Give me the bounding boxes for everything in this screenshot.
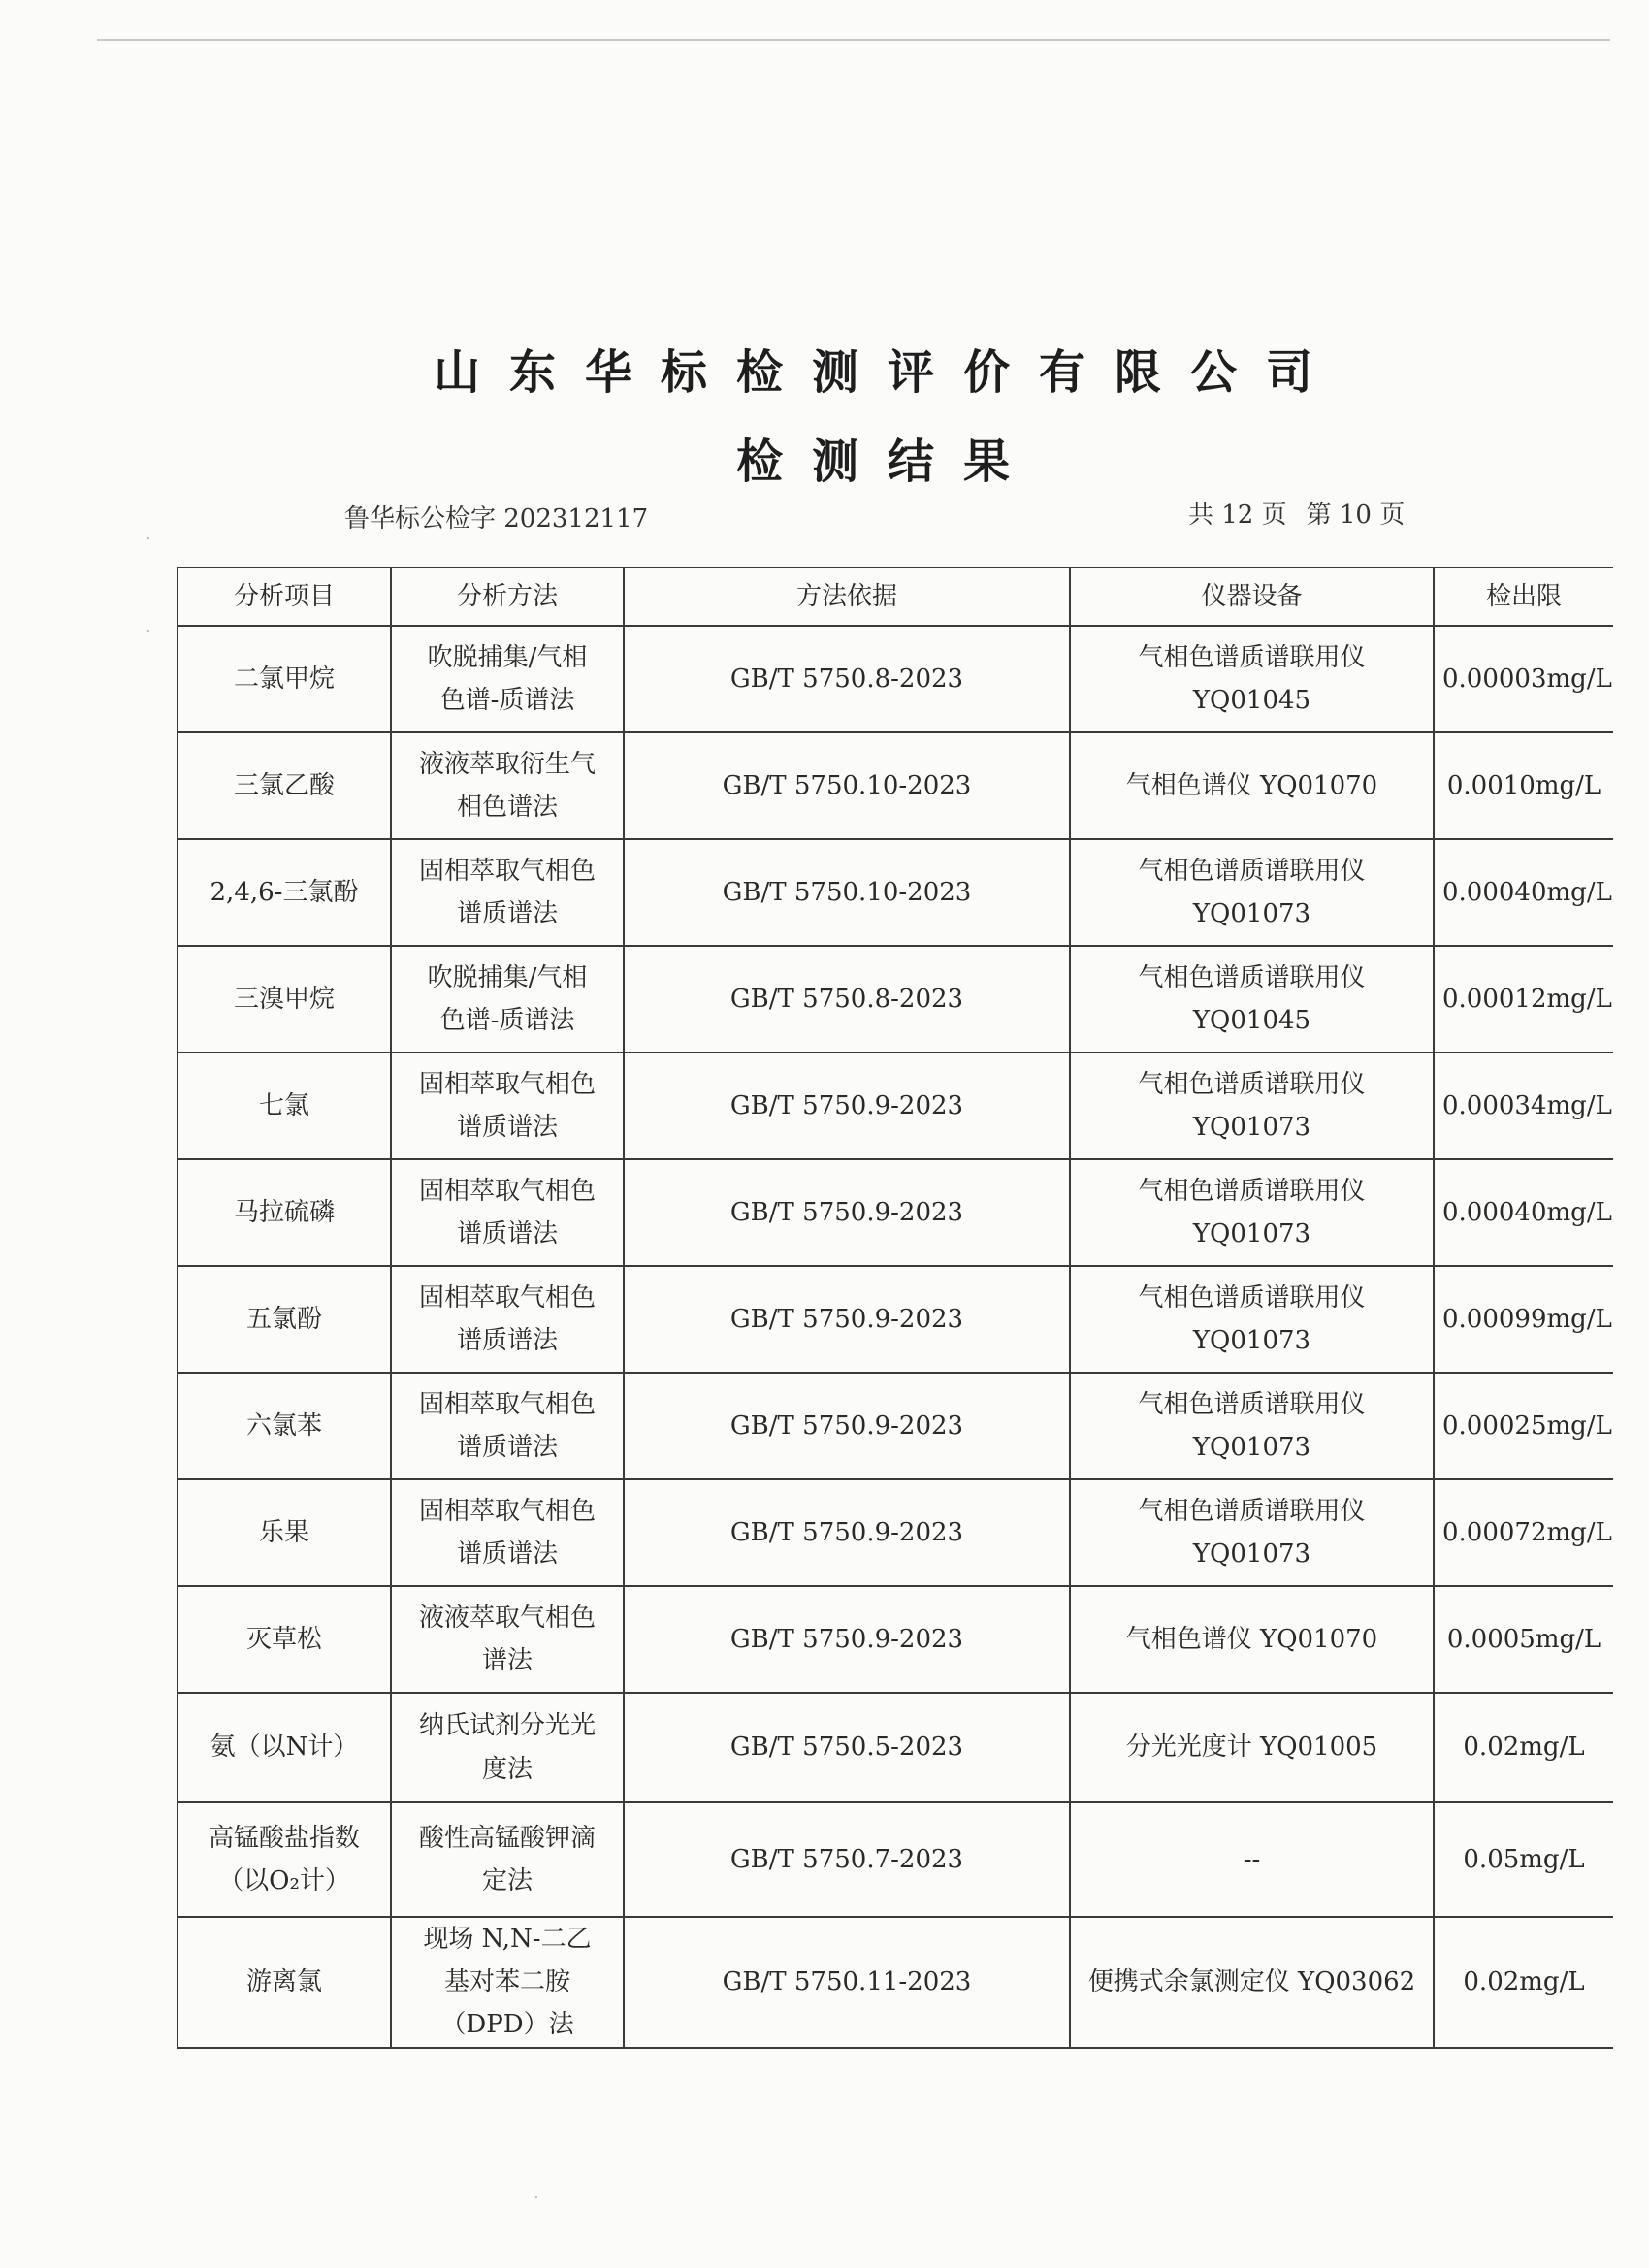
cell-equipment-line: 便携式余氯测定仪 YQ03062	[1087, 1967, 1416, 1997]
cell-basis: GB/T 5750.7-2023	[624, 1802, 1070, 1917]
cell-equipment-line: YQ01073	[1192, 1113, 1311, 1142]
cell-equipment-line: 气相色谱质谱联用仪	[1138, 1389, 1366, 1419]
report-number: 鲁华标公检字 202312117	[344, 504, 649, 534]
cell-equipment	[1070, 839, 1434, 946]
cell-equipment	[1070, 1373, 1434, 1479]
cell-item: 六氯苯	[178, 1373, 391, 1479]
top-rule	[97, 39, 1610, 41]
cell-equipment-line: 气相色谱质谱联用仪	[1138, 1176, 1366, 1206]
cell-method-line: 吹脱捕集/气相	[427, 642, 588, 672]
cell-item: 2,4,6-三氯酚	[178, 839, 391, 946]
cell-limit: 0.00012mg/L	[1434, 946, 1613, 1053]
page-current: 第 10 页	[1306, 501, 1406, 530]
cell-method	[391, 839, 624, 946]
cell-item: 游离氯	[178, 1917, 391, 2048]
cell-method-line: 固相萃取气相色	[418, 1496, 596, 1526]
cell-method-line: 固相萃取气相色	[418, 1389, 596, 1419]
cell-method-line: 酸性高锰酸钾滴	[418, 1823, 596, 1853]
cell-basis: GB/T 5750.9-2023	[624, 1479, 1070, 1586]
cell-equipment-line: 气相色谱质谱联用仪	[1138, 1069, 1366, 1099]
cell-basis: GB/T 5750.10-2023	[624, 732, 1070, 839]
cell-method-line: 谱法	[481, 1646, 533, 1675]
cell-method-line: 固相萃取气相色	[418, 1069, 596, 1099]
table-row	[178, 1479, 1613, 1586]
cell-limit: 0.00072mg/L	[1434, 1479, 1613, 1586]
cell-limit: 0.05mg/L	[1434, 1802, 1613, 1917]
cell-method-line: 液液萃取衍生气	[418, 749, 596, 779]
cell-method	[391, 1479, 624, 1586]
company-name: 山东华标检测评价有限公司	[433, 345, 1342, 400]
cell-limit: 0.02mg/L	[1434, 1917, 1613, 2048]
cell-basis: GB/T 5750.9-2023	[624, 1159, 1070, 1266]
cell-item: 三溴甲烷	[178, 946, 391, 1053]
cell-method-line: 度法	[481, 1754, 533, 1784]
table-row	[178, 1802, 1613, 1917]
page-total: 共 12 页	[1188, 501, 1287, 530]
cell-equipment-line: 气相色谱质谱联用仪	[1138, 642, 1366, 672]
cell-method	[391, 1053, 624, 1159]
cell-method-line: 谱质谱法	[456, 899, 558, 928]
cell-method	[391, 1802, 624, 1917]
cell-method	[391, 1373, 624, 1479]
cell-limit: 0.0005mg/L	[1434, 1586, 1613, 1693]
cell-method	[391, 946, 624, 1053]
cell-equipment	[1070, 1053, 1434, 1159]
cell-limit: 0.02mg/L	[1434, 1693, 1613, 1802]
cell-equipment	[1070, 626, 1434, 732]
cell-equipment-line: 气相色谱质谱联用仪	[1138, 856, 1366, 886]
cell-item-line: （以O₂计）	[218, 1866, 350, 1895]
cell-equipment-line: 气相色谱质谱联用仪	[1138, 962, 1366, 992]
cell-basis: GB/T 5750.9-2023	[624, 1053, 1070, 1159]
scan-speck: .	[146, 524, 151, 544]
cell-equipment-line: YQ01073	[1192, 1433, 1311, 1462]
cell-basis: GB/T 5750.9-2023	[624, 1586, 1070, 1693]
cell-limit: 0.0010mg/L	[1434, 732, 1613, 839]
cell-item: 乐果	[178, 1479, 391, 1586]
cell-method-line: 谱质谱法	[456, 1539, 558, 1569]
table-row	[178, 1586, 1613, 1693]
table-header-row	[178, 567, 1613, 626]
table-row	[178, 732, 1613, 839]
table-row	[178, 1159, 1613, 1266]
cell-item-line: 高锰酸盐指数	[208, 1823, 360, 1853]
cell-equipment-line: 气相色谱仪 YQ01070	[1125, 770, 1378, 800]
cell-method-line: 现场 N,N-二乙	[423, 1925, 592, 1954]
cell-equipment-line: YQ01073	[1192, 1326, 1311, 1355]
cell-limit: 0.00040mg/L	[1434, 839, 1613, 946]
table-row	[178, 839, 1613, 946]
cell-equipment-line: 气相色谱质谱联用仪	[1138, 1282, 1366, 1312]
cell-method-line: 吹脱捕集/气相	[427, 962, 588, 992]
cell-method-line: 相色谱法	[456, 793, 558, 822]
cell-item: 五氯酚	[178, 1266, 391, 1373]
table-row	[178, 1373, 1613, 1479]
header-basis: 方法依据	[624, 567, 1070, 626]
cell-item: 马拉硫磷	[178, 1159, 391, 1266]
table-row	[178, 1053, 1613, 1159]
cell-basis: GB/T 5750.9-2023	[624, 1373, 1070, 1479]
cell-basis: GB/T 5750.8-2023	[624, 946, 1070, 1053]
cell-limit: 0.00040mg/L	[1434, 1159, 1613, 1266]
table-row	[178, 946, 1613, 1053]
cell-method	[391, 1159, 624, 1266]
cell-equipment	[1070, 1479, 1434, 1586]
cell-equipment	[1070, 1917, 1434, 2048]
cell-equipment-line: YQ01073	[1192, 1219, 1311, 1248]
cell-method-line: 色谱-质谱法	[439, 1006, 575, 1035]
cell-equipment	[1070, 1693, 1434, 1802]
table-row	[178, 1693, 1613, 1802]
cell-method-line: 纳氏试剂分光光	[418, 1711, 596, 1741]
scan-speck: .	[146, 616, 151, 636]
cell-limit: 0.00099mg/L	[1434, 1266, 1613, 1373]
cell-method-line: 谱质谱法	[456, 1326, 558, 1355]
cell-basis: GB/T 5750.8-2023	[624, 626, 1070, 732]
cell-item: 二氯甲烷	[178, 626, 391, 732]
cell-equipment	[1070, 1586, 1434, 1693]
header-limit: 检出限	[1434, 567, 1613, 626]
cell-equipment-line: YQ01073	[1192, 899, 1311, 928]
cell-method	[391, 1266, 624, 1373]
cell-method-line: 定法	[481, 1866, 533, 1895]
cell-method-line: 谱质谱法	[456, 1113, 558, 1142]
cell-equipment	[1070, 1802, 1434, 1917]
header-equipment: 仪器设备	[1070, 567, 1434, 626]
cell-equipment	[1070, 1159, 1434, 1266]
cell-basis: GB/T 5750.10-2023	[624, 839, 1070, 946]
cell-method-line: 固相萃取气相色	[418, 856, 596, 886]
cell-equipment-line: 气相色谱仪 YQ01070	[1125, 1624, 1378, 1654]
cell-limit: 0.00034mg/L	[1434, 1053, 1613, 1159]
cell-item: 灭草松	[178, 1586, 391, 1693]
cell-equipment	[1070, 732, 1434, 839]
page-indicator	[1188, 495, 1424, 531]
cell-method-line: 固相萃取气相色	[418, 1176, 596, 1206]
cell-equipment-line: 分光光度计 YQ01005	[1125, 1733, 1378, 1763]
cell-method	[391, 626, 624, 732]
cell-limit: 0.00025mg/L	[1434, 1373, 1613, 1479]
document-title: 检测结果	[735, 435, 1039, 489]
table-row	[178, 1266, 1613, 1373]
cell-method	[391, 1917, 624, 2048]
header-item: 分析项目	[178, 567, 391, 626]
cell-equipment	[1070, 946, 1434, 1053]
cell-basis: GB/T 5750.11-2023	[624, 1917, 1070, 2048]
cell-equipment-line: --	[1243, 1844, 1261, 1874]
cell-method-line: 谱质谱法	[456, 1219, 558, 1248]
cell-basis: GB/T 5750.5-2023	[624, 1693, 1070, 1802]
cell-item	[178, 1802, 391, 1917]
results-table	[177, 567, 1613, 2049]
cell-basis: GB/T 5750.9-2023	[624, 1266, 1070, 1373]
cell-limit: 0.00003mg/L	[1434, 626, 1613, 732]
header-method: 分析方法	[391, 567, 624, 626]
cell-equipment	[1070, 1266, 1434, 1373]
cell-method	[391, 732, 624, 839]
table-row	[178, 626, 1613, 732]
cell-method	[391, 1586, 624, 1693]
cell-item: 七氯	[178, 1053, 391, 1159]
cell-method-line: （DPD）法	[440, 2010, 574, 2040]
cell-equipment-line: YQ01045	[1192, 1006, 1311, 1035]
cell-method-line: 基对苯二胺	[443, 1967, 570, 1997]
cell-method-line: 谱质谱法	[456, 1433, 558, 1462]
cell-equipment-line: 气相色谱质谱联用仪	[1138, 1496, 1366, 1526]
cell-method-line: 液液萃取气相色	[418, 1603, 596, 1633]
cell-equipment-line: YQ01073	[1192, 1539, 1311, 1569]
cell-method-line: 色谱-质谱法	[439, 686, 575, 715]
scan-speck: .	[534, 2183, 539, 2203]
cell-method	[391, 1693, 624, 1802]
cell-item: 氨（以N计）	[178, 1693, 391, 1802]
table-row	[178, 1917, 1613, 2048]
cell-equipment-line: YQ01045	[1192, 686, 1311, 715]
cell-method-line: 固相萃取气相色	[418, 1282, 596, 1312]
cell-item: 三氯乙酸	[178, 732, 391, 839]
